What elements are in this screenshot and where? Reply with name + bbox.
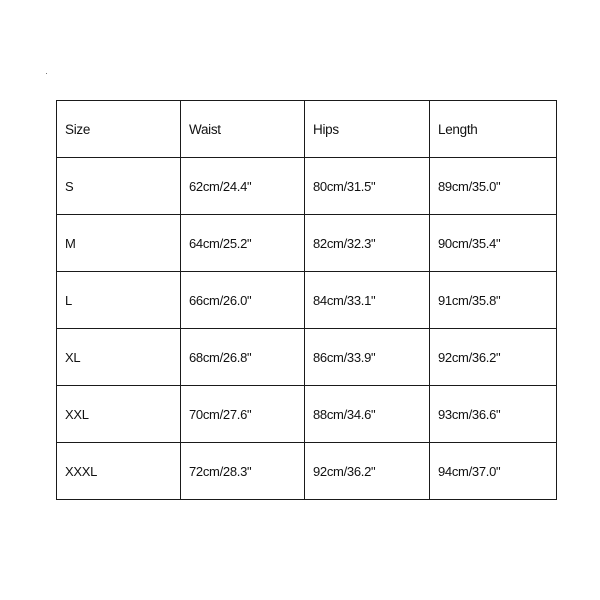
hips-cell: 86cm/33.9"	[305, 329, 430, 386]
waist-cell: 64cm/25.2"	[181, 215, 305, 272]
size-cell: XXXL	[57, 443, 181, 500]
hips-cell: 88cm/34.6"	[305, 386, 430, 443]
header-size: Size	[57, 101, 181, 158]
size-chart-table	[56, 100, 557, 500]
length-cell: 94cm/37.0"	[430, 443, 557, 500]
header-waist: Waist	[181, 101, 305, 158]
header-row	[57, 101, 557, 158]
hips-cell: 84cm/33.1"	[305, 272, 430, 329]
waist-cell: 72cm/28.3"	[181, 443, 305, 500]
table-row	[57, 272, 557, 329]
waist-cell: 70cm/27.6"	[181, 386, 305, 443]
size-cell: L	[57, 272, 181, 329]
length-cell: 89cm/35.0"	[430, 158, 557, 215]
size-cell: M	[57, 215, 181, 272]
length-cell: 92cm/36.2"	[430, 329, 557, 386]
size-cell: XL	[57, 329, 181, 386]
length-cell: 93cm/36.6"	[430, 386, 557, 443]
waist-cell: 68cm/26.8"	[181, 329, 305, 386]
header-hips: Hips	[305, 101, 430, 158]
hips-cell: 92cm/36.2"	[305, 443, 430, 500]
length-cell: 90cm/35.4"	[430, 215, 557, 272]
hips-cell: 80cm/31.5"	[305, 158, 430, 215]
size-cell: S	[57, 158, 181, 215]
table-row	[57, 329, 557, 386]
table-row	[57, 386, 557, 443]
waist-cell: 66cm/26.0"	[181, 272, 305, 329]
table-row	[57, 443, 557, 500]
stray-dot	[46, 73, 47, 74]
header-length: Length	[430, 101, 557, 158]
table-row	[57, 215, 557, 272]
hips-cell: 82cm/32.3"	[305, 215, 430, 272]
waist-cell: 62cm/24.4"	[181, 158, 305, 215]
length-cell: 91cm/35.8"	[430, 272, 557, 329]
table-row	[57, 158, 557, 215]
size-cell: XXL	[57, 386, 181, 443]
